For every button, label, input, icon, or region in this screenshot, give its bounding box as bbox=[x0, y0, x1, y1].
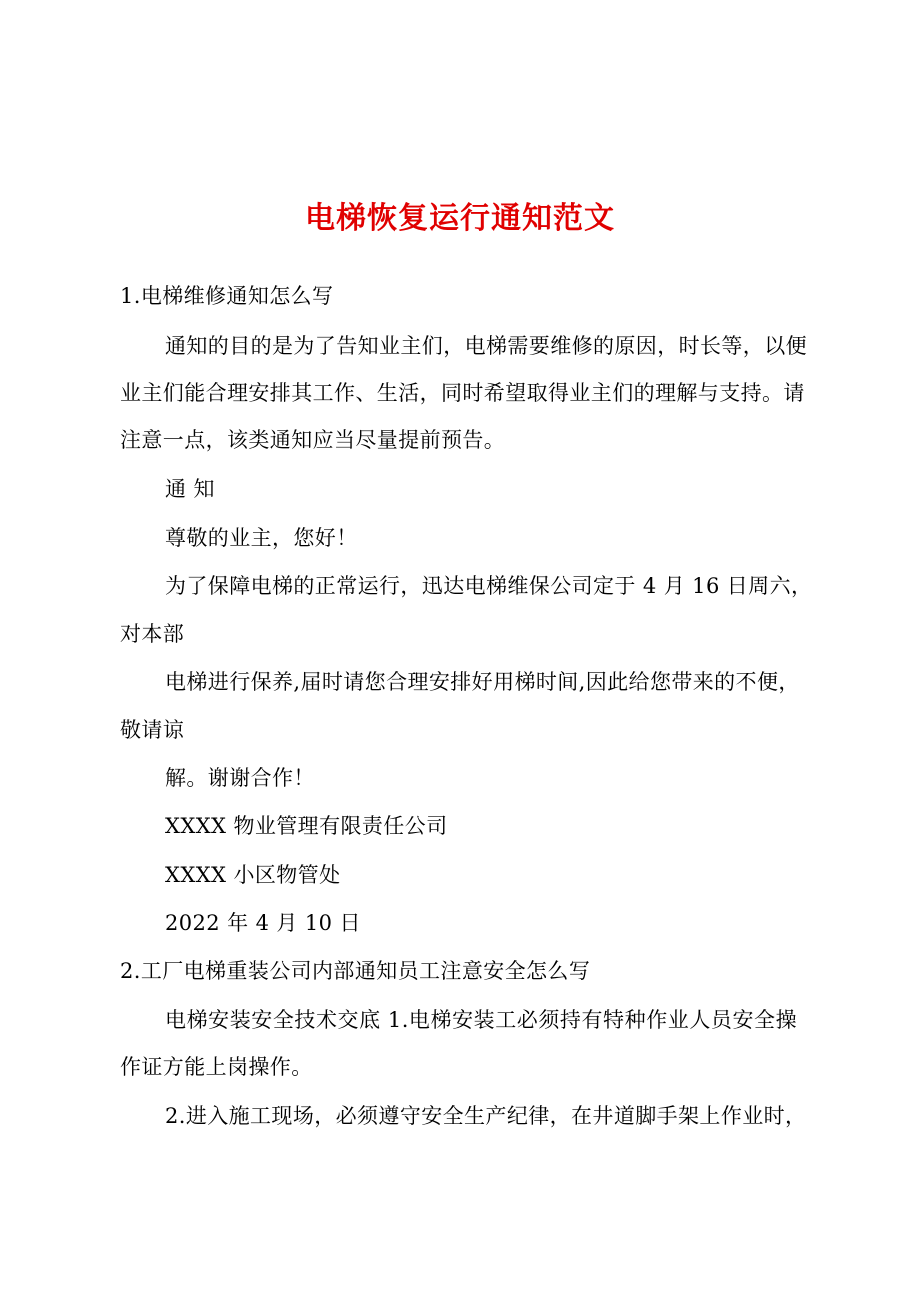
signature-date: 2022 年 4 月 10 日 bbox=[165, 911, 361, 935]
signature-company: XXXX 物业管理有限责任公司 bbox=[165, 814, 448, 838]
section-heading-1: 1.电梯维修通知怎么写 bbox=[120, 284, 334, 308]
paragraph-line: 通知的目的是为了告知业主们，电梯需要维修的原因，时长等，以便 bbox=[165, 334, 807, 358]
paragraph-line: 作证方能上岗操作。 bbox=[120, 1055, 313, 1079]
paragraph-line: 注意一点，该类通知应当尽量提前预告。 bbox=[120, 428, 506, 452]
section-heading-2: 2.工厂电梯重装公司内部通知员工注意安全怎么写 bbox=[120, 959, 591, 983]
paragraph-line: 业主们能合理安排其工作、生活，同时希望取得业主们的理解与支持。请 bbox=[120, 381, 805, 405]
paragraph-line: 电梯安装安全技术交底 1.电梯安装工必须持有特种作业人员安全操 bbox=[165, 1008, 797, 1032]
paragraph-line: 电梯进行保养,届时请您合理安排好用梯时间,因此给您带来的不便， bbox=[165, 670, 800, 694]
greeting-line: 尊敬的业主，您好！ bbox=[165, 526, 358, 550]
document-title: 电梯恢复运行通知范文 bbox=[305, 201, 615, 236]
paragraph-line: 对本部 bbox=[120, 622, 185, 646]
paragraph-line: 解。谢谢合作！ bbox=[165, 766, 315, 790]
paragraph-line: 为了保障电梯的正常运行，迅达电梯维保公司定于 4 月 16 日周六， bbox=[165, 574, 813, 598]
notice-heading: 通 知 bbox=[165, 477, 215, 501]
paragraph-line: 敬请谅 bbox=[120, 718, 185, 742]
paragraph-line: 2.进入施工现场，必须遵守安全生产纪律，在井道脚手架上作业时， bbox=[165, 1104, 807, 1128]
signature-office: XXXX 小区物管处 bbox=[165, 863, 341, 887]
